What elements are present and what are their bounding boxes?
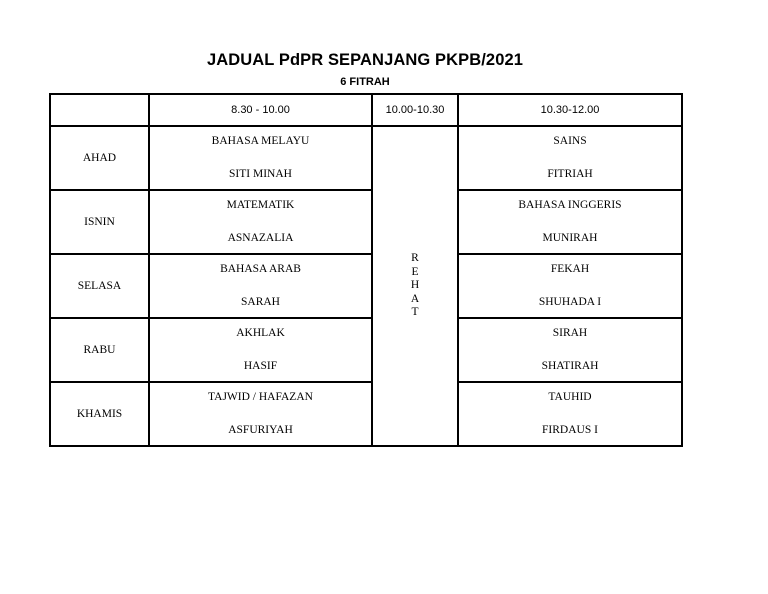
class-name: 6 FITRAH	[340, 76, 390, 88]
break-letter: R	[411, 252, 419, 265]
break-label	[411, 252, 419, 320]
day-cell: SELASA	[50, 254, 149, 318]
schedule-table	[49, 93, 683, 447]
subject-name: MATEMATIK	[226, 199, 295, 211]
teacher-name: HASIF	[243, 360, 278, 372]
subject-name: BAHASA INGGERIS	[518, 199, 622, 211]
subject-cell	[149, 382, 372, 446]
teacher-name: FITRIAH	[547, 168, 593, 180]
teacher-name: SITI MINAH	[229, 168, 292, 180]
break-letter: A	[410, 292, 420, 305]
day-cell: RABU	[50, 318, 149, 382]
table-row	[50, 190, 682, 254]
subject-name: SAINS	[553, 135, 587, 147]
subject-cell	[458, 318, 682, 382]
subject-cell	[149, 254, 372, 318]
subject-cell	[458, 190, 682, 254]
subject-name: BAHASA MELAYU	[211, 135, 310, 147]
subject-cell	[458, 382, 682, 446]
table-row	[50, 254, 682, 318]
teacher-name: SHUHADA I	[538, 296, 602, 308]
break-cell	[372, 126, 458, 446]
subject-name: FEKAH	[550, 263, 590, 275]
document-title: JADUAL PdPR SEPANJANG PKPB/2021	[206, 51, 524, 69]
break-letter: H	[410, 279, 420, 292]
subject-cell	[458, 254, 682, 318]
teacher-name: ASFURIYAH	[228, 424, 293, 436]
break-letter: E	[411, 265, 419, 278]
subject-name: TAUHID	[548, 391, 592, 403]
subject-name: BAHASA ARAB	[220, 263, 301, 275]
table-row	[50, 382, 682, 446]
subject-cell	[149, 126, 372, 190]
day-cell: KHAMIS	[50, 382, 149, 446]
day-cell: AHAD	[50, 126, 149, 190]
table-row	[50, 126, 682, 190]
header-corner-cell	[50, 94, 149, 126]
teacher-name: MUNIRAH	[542, 232, 598, 244]
header-slot-1: 8.30 - 10.00	[149, 94, 372, 126]
header-row	[50, 94, 682, 126]
table-row	[50, 318, 682, 382]
subject-cell	[458, 126, 682, 190]
subject-name: SIRAH	[552, 327, 588, 339]
header-slot-2: 10.00-10.30	[372, 94, 458, 126]
teacher-name: SHATIRAH	[541, 360, 599, 372]
break-letter: T	[411, 306, 419, 319]
teacher-name: ASNAZALIA	[227, 232, 294, 244]
day-cell: ISNIN	[50, 190, 149, 254]
subject-name: TAJWID / HAFAZAN	[208, 391, 313, 403]
subject-name: AKHLAK	[236, 327, 285, 339]
header-slot-3: 10.30-12.00	[458, 94, 682, 126]
subject-cell	[149, 190, 372, 254]
teacher-name: FIRDAUS I	[542, 424, 598, 436]
subject-cell	[149, 318, 372, 382]
teacher-name: SARAH	[241, 296, 280, 308]
